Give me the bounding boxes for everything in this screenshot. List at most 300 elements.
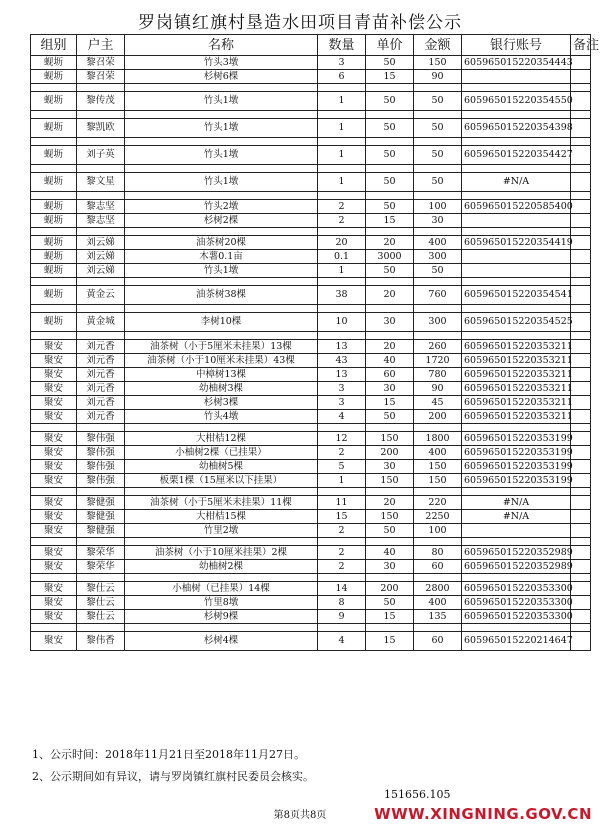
header-item-name: 名称 <box>125 35 318 56</box>
spacer-cell <box>414 165 462 173</box>
cell-item-name: 竹里2墩 <box>125 524 318 538</box>
cell-group: 蚬坜 <box>31 236 77 250</box>
header-group: 组别 <box>31 35 77 56</box>
spacer-row <box>31 111 591 119</box>
spacer-cell <box>414 332 462 340</box>
spacer-cell <box>318 424 366 432</box>
cell-amount: 45 <box>414 396 462 410</box>
spacer-cell <box>318 538 366 546</box>
cell-householder: 刘元香 <box>77 382 125 396</box>
cell-bank-account: 605965015220353211 <box>462 382 571 396</box>
cell-remarks <box>571 496 591 510</box>
spacer-cell <box>31 538 77 546</box>
cell-item-name: 油茶树（小于5厘米未挂果）13棵 <box>125 340 318 354</box>
cell-amount: 260 <box>414 340 462 354</box>
spacer-cell <box>366 488 414 496</box>
cell-group: 蚬坜 <box>31 146 77 165</box>
cell-remarks <box>571 524 591 538</box>
cell-item-name: 竹头1墩 <box>125 146 318 165</box>
cell-remarks <box>571 56 591 70</box>
cell-quantity: 11 <box>318 496 366 510</box>
cell-quantity: 12 <box>318 432 366 446</box>
spacer-cell <box>31 574 77 582</box>
cell-bank-account: 605965015220354525 <box>462 313 571 332</box>
spacer-cell <box>77 538 125 546</box>
cell-quantity: 2 <box>318 446 366 460</box>
table-row <box>31 146 591 165</box>
notes <box>32 744 314 788</box>
cell-quantity: 3 <box>318 396 366 410</box>
spacer-cell <box>462 424 571 432</box>
cell-amount: 400 <box>414 446 462 460</box>
table-row <box>31 236 591 250</box>
grand-total: 151656.105 <box>384 788 451 801</box>
spacer-cell <box>31 488 77 496</box>
cell-amount: 60 <box>414 632 462 651</box>
page-title: 罗岗镇红旗村垦造水田项目青苗补偿公示 <box>138 13 462 33</box>
spacer-cell <box>462 84 571 92</box>
cell-bank-account: 605965015220214647 <box>462 632 571 651</box>
cell-remarks <box>571 119 591 138</box>
cell-bank-account: 605965015220353199 <box>462 474 571 488</box>
spacer-cell <box>366 138 414 146</box>
cell-amount: 400 <box>414 236 462 250</box>
cell-householder: 黎文星 <box>77 173 125 192</box>
spacer-cell <box>366 111 414 119</box>
table-row <box>31 250 591 264</box>
cell-remarks <box>571 286 591 305</box>
cell-householder: 黎健强 <box>77 496 125 510</box>
cell-item-name: 杉树3棵 <box>125 396 318 410</box>
spacer-cell <box>366 305 414 313</box>
table-row <box>31 313 591 332</box>
spacer-cell <box>77 111 125 119</box>
spacer-cell <box>366 574 414 582</box>
cell-remarks <box>571 460 591 474</box>
cell-remarks <box>571 354 591 368</box>
cell-unit-price: 30 <box>366 460 414 474</box>
cell-householder: 黎伟强 <box>77 446 125 460</box>
cell-amount: 2250 <box>414 510 462 524</box>
cell-unit-price: 20 <box>366 236 414 250</box>
spacer-row <box>31 192 591 200</box>
spacer-cell <box>414 278 462 286</box>
cell-group: 聚安 <box>31 582 77 596</box>
table-row <box>31 173 591 192</box>
spacer-cell <box>77 278 125 286</box>
cell-quantity: 1 <box>318 92 366 111</box>
cell-quantity: 5 <box>318 460 366 474</box>
cell-group: 蚬坜 <box>31 214 77 228</box>
spacer-row <box>31 84 591 92</box>
cell-unit-price: 50 <box>366 524 414 538</box>
cell-quantity: 1 <box>318 146 366 165</box>
spacer-cell <box>31 332 77 340</box>
cell-remarks <box>571 368 591 382</box>
cell-amount: 150 <box>414 474 462 488</box>
cell-bank-account <box>462 524 571 538</box>
spacer-cell <box>31 424 77 432</box>
spacer-cell <box>571 424 591 432</box>
cell-group: 蚬坜 <box>31 119 77 138</box>
table-row <box>31 460 591 474</box>
spacer-cell <box>366 84 414 92</box>
cell-bank-account: 605965015220353211 <box>462 368 571 382</box>
cell-quantity: 8 <box>318 596 366 610</box>
cell-householder: 黎健强 <box>77 510 125 524</box>
cell-item-name: 小柚树2棵（已挂果） <box>125 446 318 460</box>
table-row <box>31 610 591 624</box>
spacer-cell <box>31 228 77 236</box>
spacer-cell <box>571 624 591 632</box>
cell-remarks <box>571 92 591 111</box>
cell-unit-price: 50 <box>366 410 414 424</box>
site-watermark: WWW.XINGNING.GOV.CN <box>374 805 592 823</box>
spacer-cell <box>31 624 77 632</box>
cell-bank-account: 605965015220354427 <box>462 146 571 165</box>
cell-remarks <box>571 446 591 460</box>
cell-bank-account: 605965015220354443 <box>462 56 571 70</box>
cell-householder: 黎荣华 <box>77 560 125 574</box>
cell-remarks <box>571 146 591 165</box>
spacer-cell <box>571 192 591 200</box>
cell-group: 聚安 <box>31 460 77 474</box>
spacer-cell <box>77 488 125 496</box>
cell-unit-price: 150 <box>366 510 414 524</box>
cell-remarks <box>571 632 591 651</box>
spacer-cell <box>462 624 571 632</box>
cell-group: 聚安 <box>31 596 77 610</box>
cell-group: 聚安 <box>31 496 77 510</box>
cell-quantity: 20 <box>318 236 366 250</box>
table-row <box>31 396 591 410</box>
spacer-cell <box>571 332 591 340</box>
cell-householder: 黎凯欧 <box>77 119 125 138</box>
cell-unit-price: 150 <box>366 474 414 488</box>
spacer-cell <box>77 138 125 146</box>
cell-householder: 黎伟强 <box>77 474 125 488</box>
table-row <box>31 200 591 214</box>
cell-householder: 黎召荣 <box>77 56 125 70</box>
spacer-cell <box>77 84 125 92</box>
table-row <box>31 632 591 651</box>
cell-remarks <box>571 582 591 596</box>
cell-amount: 150 <box>414 460 462 474</box>
cell-amount: 50 <box>414 119 462 138</box>
cell-householder: 黎伟强 <box>77 460 125 474</box>
cell-item-name: 杉树4棵 <box>125 632 318 651</box>
cell-householder: 黄金云 <box>77 286 125 305</box>
cell-remarks <box>571 396 591 410</box>
cell-quantity: 43 <box>318 354 366 368</box>
cell-householder: 黎志坚 <box>77 200 125 214</box>
spacer-cell <box>571 111 591 119</box>
cell-remarks <box>571 70 591 84</box>
cell-quantity: 3 <box>318 56 366 70</box>
cell-bank-account: 605965015220353211 <box>462 410 571 424</box>
cell-unit-price: 3000 <box>366 250 414 264</box>
cell-householder: 黎志坚 <box>77 214 125 228</box>
cell-remarks <box>571 250 591 264</box>
spacer-cell <box>318 574 366 582</box>
spacer-cell <box>125 624 318 632</box>
cell-householder: 刘元香 <box>77 340 125 354</box>
cell-householder: 黎健强 <box>77 524 125 538</box>
cell-amount: 60 <box>414 560 462 574</box>
cell-quantity: 1 <box>318 474 366 488</box>
spacer-cell <box>414 111 462 119</box>
cell-item-name: 油茶树20棵 <box>125 236 318 250</box>
spacer-cell <box>318 278 366 286</box>
cell-bank-account: 605965015220353211 <box>462 340 571 354</box>
cell-quantity: 4 <box>318 410 366 424</box>
cell-item-name: 杉树9棵 <box>125 610 318 624</box>
spacer-cell <box>318 228 366 236</box>
cell-remarks <box>571 173 591 192</box>
cell-unit-price: 40 <box>366 546 414 560</box>
cell-bank-account: 605965015220353300 <box>462 610 571 624</box>
spacer-cell <box>125 165 318 173</box>
cell-remarks <box>571 264 591 278</box>
table-row <box>31 524 591 538</box>
table-row <box>31 446 591 460</box>
cell-amount: 50 <box>414 173 462 192</box>
spacer-cell <box>462 332 571 340</box>
cell-unit-price: 20 <box>366 286 414 305</box>
cell-householder: 黎仕云 <box>77 596 125 610</box>
cell-group: 聚安 <box>31 354 77 368</box>
cell-householder: 黎召荣 <box>77 70 125 84</box>
spacer-cell <box>366 165 414 173</box>
cell-remarks <box>571 474 591 488</box>
cell-remarks <box>571 236 591 250</box>
spacer-cell <box>318 192 366 200</box>
spacer-cell <box>414 624 462 632</box>
cell-remarks <box>571 200 591 214</box>
cell-amount: 220 <box>414 496 462 510</box>
cell-householder: 黎荣华 <box>77 546 125 560</box>
cell-quantity: 9 <box>318 610 366 624</box>
spacer-cell <box>462 488 571 496</box>
cell-remarks <box>571 382 591 396</box>
cell-householder: 刘元香 <box>77 396 125 410</box>
cell-item-name: 油茶树38棵 <box>125 286 318 305</box>
cell-bank-account: 605965015220353211 <box>462 396 571 410</box>
spacer-cell <box>366 624 414 632</box>
cell-householder: 黎伟强 <box>77 432 125 446</box>
spacer-cell <box>462 228 571 236</box>
spacer-row <box>31 138 591 146</box>
spacer-cell <box>571 278 591 286</box>
cell-item-name: 竹头4墩 <box>125 410 318 424</box>
cell-item-name: 竹头1墩 <box>125 264 318 278</box>
cell-item-name: 小柚树（已挂果）14棵 <box>125 582 318 596</box>
cell-unit-price: 30 <box>366 560 414 574</box>
cell-bank-account: 605965015220353199 <box>462 432 571 446</box>
spacer-cell <box>125 138 318 146</box>
spacer-cell <box>462 111 571 119</box>
table-row <box>31 560 591 574</box>
cell-unit-price: 15 <box>366 396 414 410</box>
spacer-cell <box>125 192 318 200</box>
spacer-cell <box>318 138 366 146</box>
cell-amount: 135 <box>414 610 462 624</box>
cell-unit-price: 60 <box>366 368 414 382</box>
table-row <box>31 119 591 138</box>
cell-amount: 50 <box>414 264 462 278</box>
spacer-cell <box>366 278 414 286</box>
spacer-cell <box>31 165 77 173</box>
cell-item-name: 幼柚树3棵 <box>125 382 318 396</box>
spacer-row <box>31 332 591 340</box>
table-row <box>31 92 591 111</box>
spacer-cell <box>414 305 462 313</box>
spacer-cell <box>462 305 571 313</box>
cell-bank-account: 605965015220353300 <box>462 596 571 610</box>
cell-bank-account: 605965015220354398 <box>462 119 571 138</box>
spacer-cell <box>462 192 571 200</box>
cell-remarks <box>571 410 591 424</box>
cell-bank-account: #N/A <box>462 510 571 524</box>
table-row <box>31 340 591 354</box>
table-row <box>31 496 591 510</box>
cell-group: 聚安 <box>31 396 77 410</box>
cell-quantity: 3 <box>318 382 366 396</box>
cell-item-name: 竹头1墩 <box>125 173 318 192</box>
cell-group: 蚬坜 <box>31 264 77 278</box>
cell-unit-price: 50 <box>366 92 414 111</box>
cell-item-name: 杉树2棵 <box>125 214 318 228</box>
spacer-cell <box>31 192 77 200</box>
cell-householder: 刘元香 <box>77 410 125 424</box>
cell-unit-price: 200 <box>366 582 414 596</box>
header-quantity: 数量 <box>318 35 366 56</box>
spacer-cell <box>125 278 318 286</box>
cell-amount: 50 <box>414 146 462 165</box>
cell-householder: 刘云娣 <box>77 236 125 250</box>
cell-quantity: 2 <box>318 546 366 560</box>
cell-group: 聚安 <box>31 610 77 624</box>
cell-amount: 760 <box>414 286 462 305</box>
spacer-cell <box>462 278 571 286</box>
spacer-cell <box>125 305 318 313</box>
cell-bank-account: 605965015220585400 <box>462 200 571 214</box>
spacer-cell <box>318 332 366 340</box>
spacer-cell <box>462 165 571 173</box>
cell-unit-price: 50 <box>366 264 414 278</box>
cell-householder: 刘子英 <box>77 146 125 165</box>
cell-remarks <box>571 432 591 446</box>
table-header <box>31 35 591 56</box>
cell-item-name: 油茶树（小于10厘米未挂果）43棵 <box>125 354 318 368</box>
cell-group: 聚安 <box>31 410 77 424</box>
spacer-row <box>31 574 591 582</box>
cell-bank-account: #N/A <box>462 173 571 192</box>
cell-unit-price: 30 <box>366 382 414 396</box>
spacer-cell <box>318 305 366 313</box>
spacer-cell <box>125 424 318 432</box>
cell-quantity: 6 <box>318 70 366 84</box>
table-row <box>31 70 591 84</box>
table-row <box>31 410 591 424</box>
cell-remarks <box>571 560 591 574</box>
cell-item-name: 幼柚树2棵 <box>125 560 318 574</box>
spacer-cell <box>366 228 414 236</box>
spacer-cell <box>414 138 462 146</box>
cell-householder: 刘元香 <box>77 354 125 368</box>
table-row <box>31 510 591 524</box>
cell-quantity: 13 <box>318 368 366 382</box>
cell-remarks <box>571 313 591 332</box>
spacer-cell <box>125 574 318 582</box>
cell-quantity: 1 <box>318 264 366 278</box>
cell-amount: 200 <box>414 410 462 424</box>
cell-quantity: 4 <box>318 632 366 651</box>
table-row <box>31 264 591 278</box>
spacer-cell <box>366 332 414 340</box>
cell-item-name: 中樟树13棵 <box>125 368 318 382</box>
cell-group: 聚安 <box>31 368 77 382</box>
cell-bank-account <box>462 264 571 278</box>
cell-unit-price: 50 <box>366 596 414 610</box>
cell-amount: 1720 <box>414 354 462 368</box>
cell-amount: 30 <box>414 214 462 228</box>
spacer-cell <box>571 84 591 92</box>
spacer-cell <box>77 192 125 200</box>
spacer-cell <box>77 165 125 173</box>
cell-quantity: 38 <box>318 286 366 305</box>
cell-group: 聚安 <box>31 510 77 524</box>
cell-bank-account: 605965015220353300 <box>462 582 571 596</box>
spacer-row <box>31 165 591 173</box>
cell-remarks <box>571 214 591 228</box>
cell-bank-account <box>462 214 571 228</box>
table-row <box>31 382 591 396</box>
spacer-cell <box>31 138 77 146</box>
cell-amount: 100 <box>414 200 462 214</box>
cell-quantity: 13 <box>318 340 366 354</box>
cell-unit-price: 50 <box>366 146 414 165</box>
spacer-cell <box>414 574 462 582</box>
cell-amount: 150 <box>414 56 462 70</box>
table-row <box>31 214 591 228</box>
cell-item-name: 竹头3墩 <box>125 56 318 70</box>
cell-amount: 1800 <box>414 432 462 446</box>
cell-amount: 300 <box>414 250 462 264</box>
spacer-cell <box>125 538 318 546</box>
cell-bank-account <box>462 250 571 264</box>
cell-item-name: 油茶树（小于10厘米挂果）2棵 <box>125 546 318 560</box>
cell-item-name: 大柑桔12棵 <box>125 432 318 446</box>
table-row <box>31 596 591 610</box>
spacer-cell <box>571 488 591 496</box>
cell-group: 蚬坜 <box>31 173 77 192</box>
spacer-cell <box>31 111 77 119</box>
spacer-cell <box>125 488 318 496</box>
spacer-cell <box>77 574 125 582</box>
cell-group: 聚安 <box>31 432 77 446</box>
cell-unit-price: 40 <box>366 354 414 368</box>
cell-group: 蚬坜 <box>31 70 77 84</box>
cell-item-name: 木薯0.1亩 <box>125 250 318 264</box>
header-householder: 户主 <box>77 35 125 56</box>
spacer-row <box>31 424 591 432</box>
cell-item-name: 竹头2墩 <box>125 200 318 214</box>
spacer-row <box>31 624 591 632</box>
cell-amount: 90 <box>414 382 462 396</box>
spacer-cell <box>414 84 462 92</box>
cell-group: 聚安 <box>31 446 77 460</box>
